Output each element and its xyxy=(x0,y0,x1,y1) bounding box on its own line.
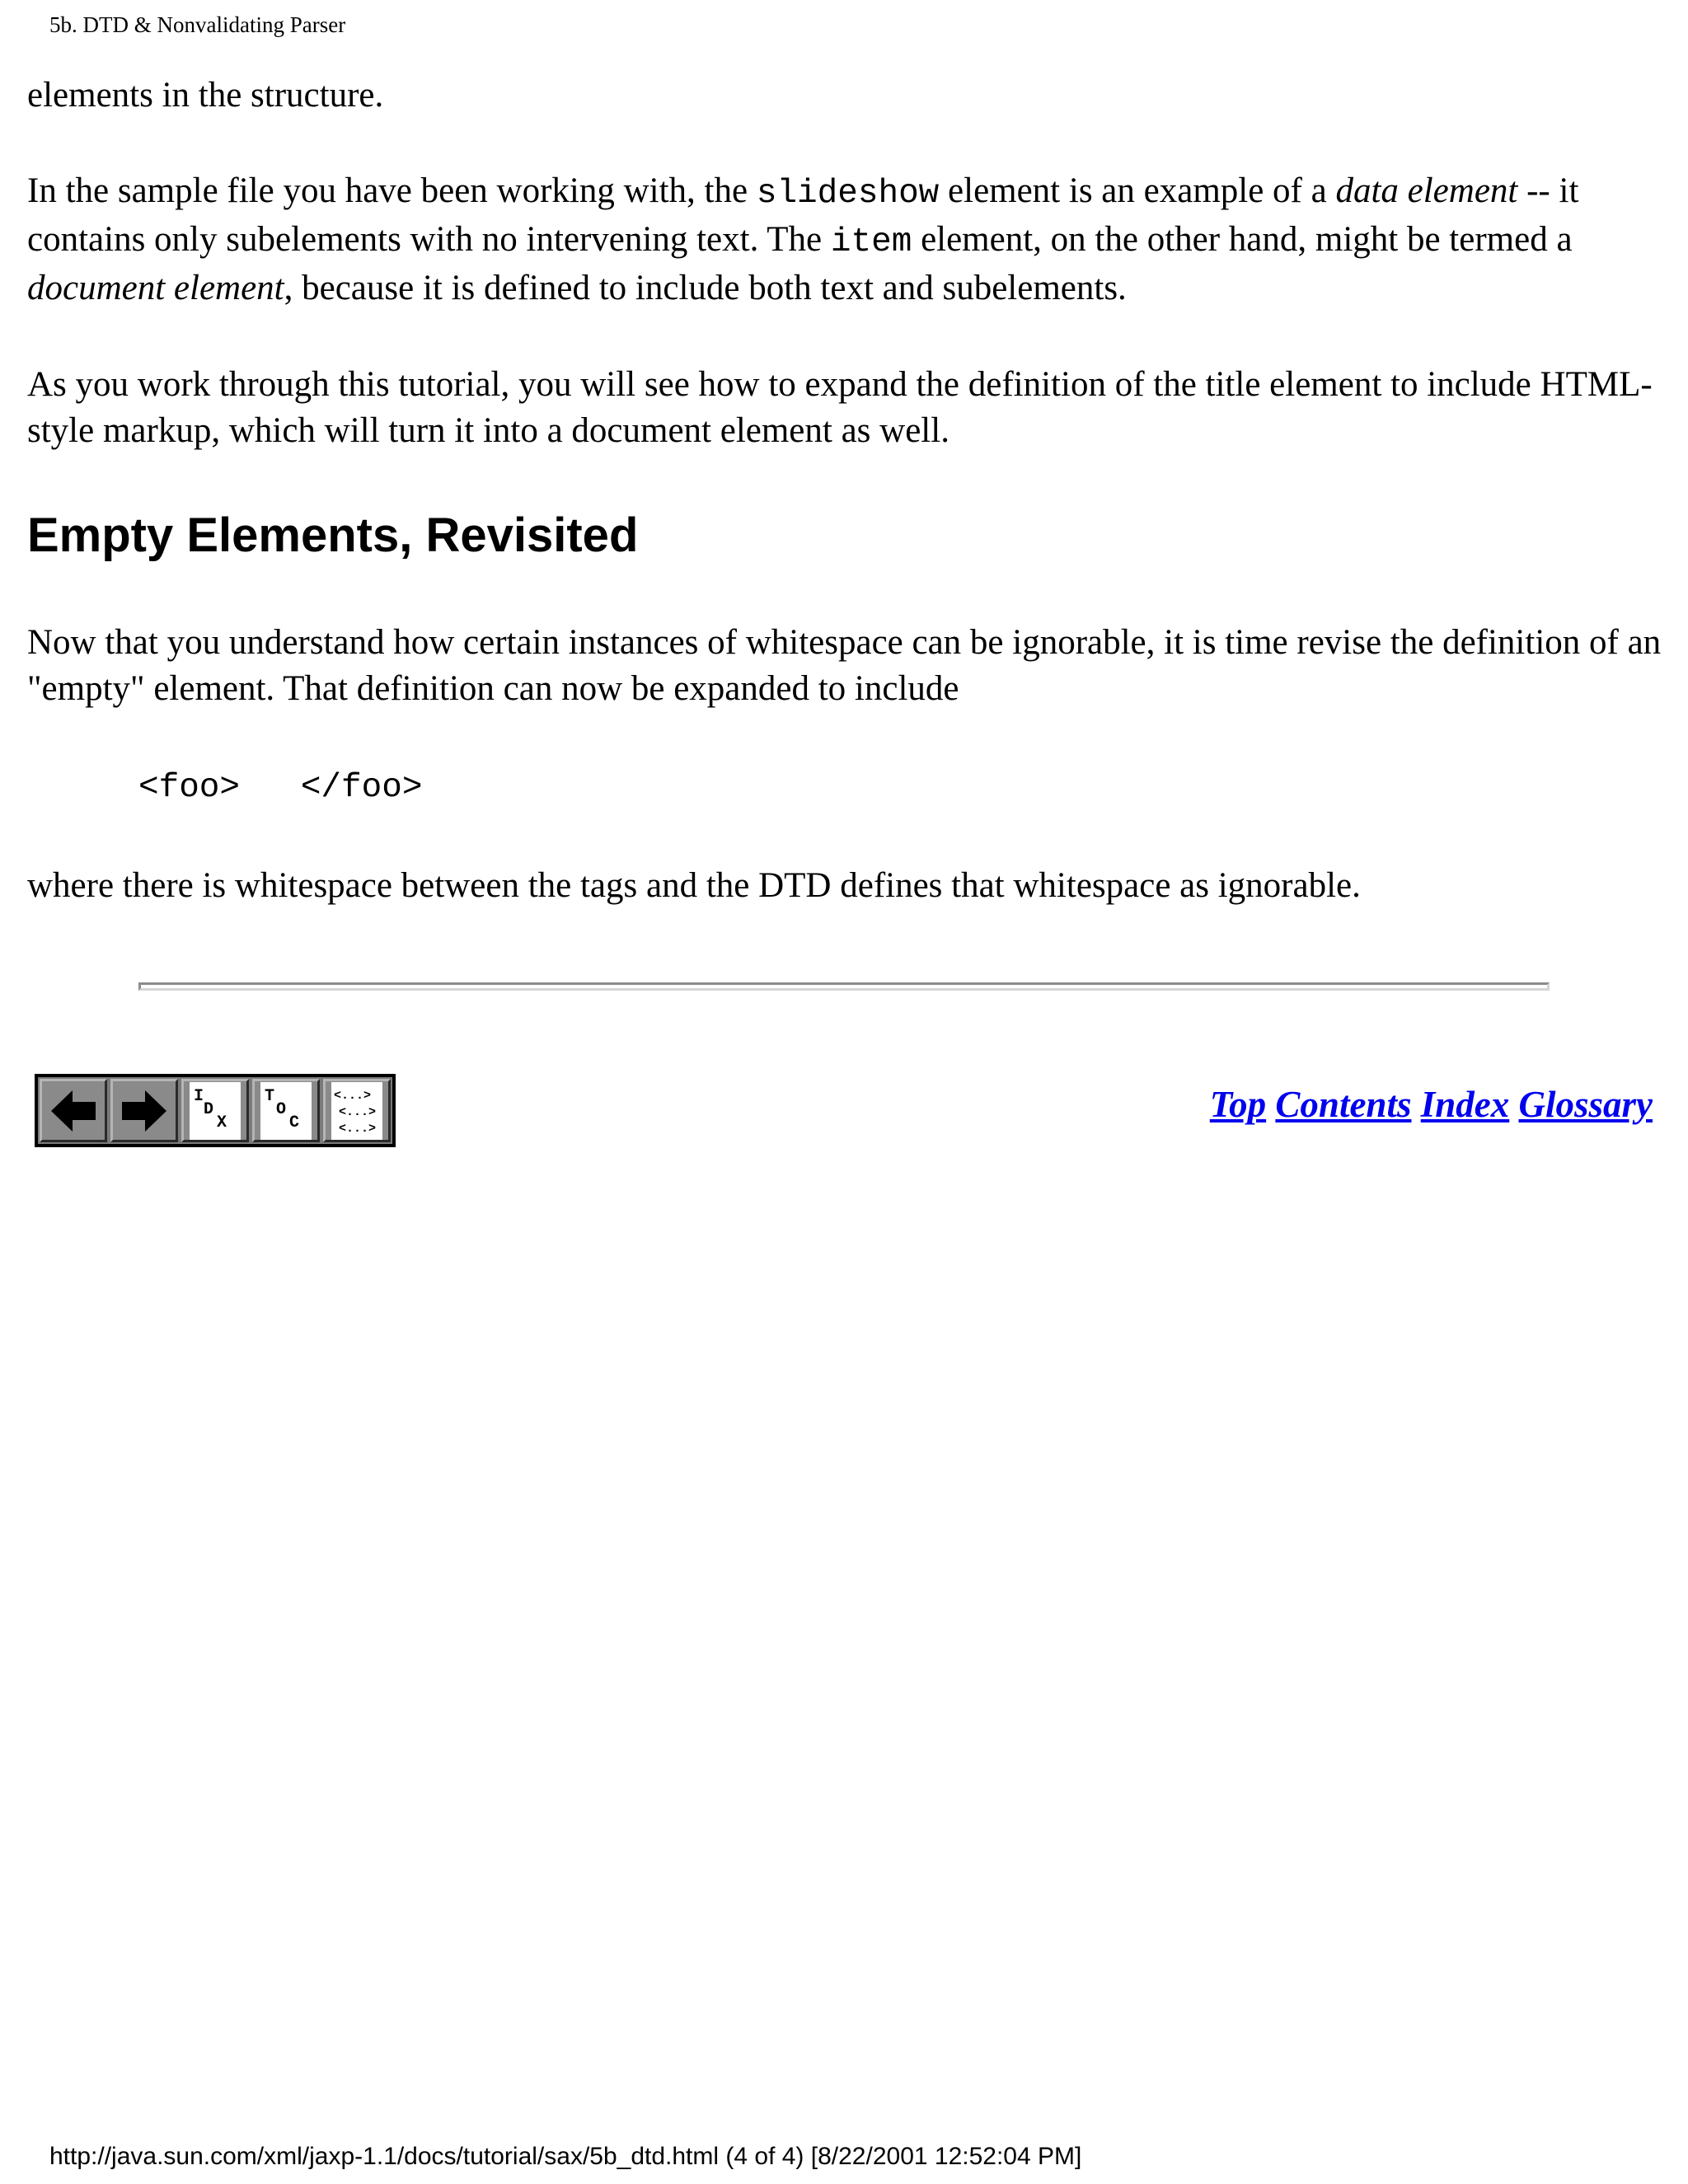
svg-text:<...>: <...> xyxy=(339,1121,377,1136)
api-button[interactable] xyxy=(323,1079,391,1142)
term-document-element: document element xyxy=(27,269,284,307)
code-item: item xyxy=(830,223,912,261)
paragraph-whitespace: where there is whitespace between the tags and the DTD defines that whitespace as ignorable. xyxy=(27,866,1361,905)
section-heading: Empty Elements, Revisited xyxy=(27,509,639,562)
contents-link[interactable]: Contents xyxy=(1275,1084,1412,1125)
index-icon xyxy=(190,1084,240,1138)
glossary-link[interactable]: Glossary xyxy=(1518,1084,1653,1125)
svg-text:D: D xyxy=(204,1099,214,1119)
horizontal-rule xyxy=(138,982,1550,991)
nav-button-bar xyxy=(35,1074,396,1147)
svg-text:<...>: <...> xyxy=(334,1088,372,1103)
svg-text:O: O xyxy=(276,1099,287,1119)
paragraph-data-elements: In the sample file you have been working with, the slideshow element is an example of a data element -- it contains only subelements with no intervening text. The item element, on the other hand, might be termed a document element, because it is defined to include both text and subelements. xyxy=(27,171,1579,307)
top-link[interactable]: Top xyxy=(1209,1084,1267,1125)
paragraph-empty-definition: Now that you understand how certain instances of whitespace can be ignorable, it is time revise the definition of an "empty" element. That definition can now be expanded to include xyxy=(27,623,1662,708)
back-icon xyxy=(48,1085,99,1137)
term-data-element: data element xyxy=(1335,171,1518,210)
index-link[interactable]: Index xyxy=(1420,1084,1510,1125)
nav-links xyxy=(1210,1080,1653,1129)
toc-button[interactable] xyxy=(252,1079,320,1142)
paragraph-continuation: elements in the structure. xyxy=(27,76,384,115)
paragraph-tutorial-note: As you work through this tutorial, you will see how to expand the definition of the title element to include HTML-style markup, which will turn it into a document element as well. xyxy=(27,365,1653,450)
svg-text:C: C xyxy=(289,1113,300,1132)
footer-url: http://java.sun.com/xml/jaxp-1.1/docs/tutorial/sax/5b_dtd.html (4 of 4) [8/22/2001 12:52:04 PM] xyxy=(49,2143,1082,2170)
svg-text:T: T xyxy=(265,1086,275,1106)
code-example: <foo> </foo> xyxy=(138,769,423,807)
svg-text:<...>: <...> xyxy=(339,1104,377,1119)
svg-text:I: I xyxy=(194,1086,204,1106)
svg-text:X: X xyxy=(217,1113,227,1132)
toc-icon xyxy=(261,1084,311,1138)
index-button[interactable] xyxy=(181,1079,249,1142)
forward-button[interactable] xyxy=(110,1079,178,1142)
api-icon xyxy=(332,1084,382,1138)
running-header: 5b. DTD & Nonvalidating Parser xyxy=(49,12,346,37)
forward-icon xyxy=(119,1085,170,1137)
code-slideshow: slideshow xyxy=(756,175,940,213)
back-button[interactable] xyxy=(40,1079,107,1142)
